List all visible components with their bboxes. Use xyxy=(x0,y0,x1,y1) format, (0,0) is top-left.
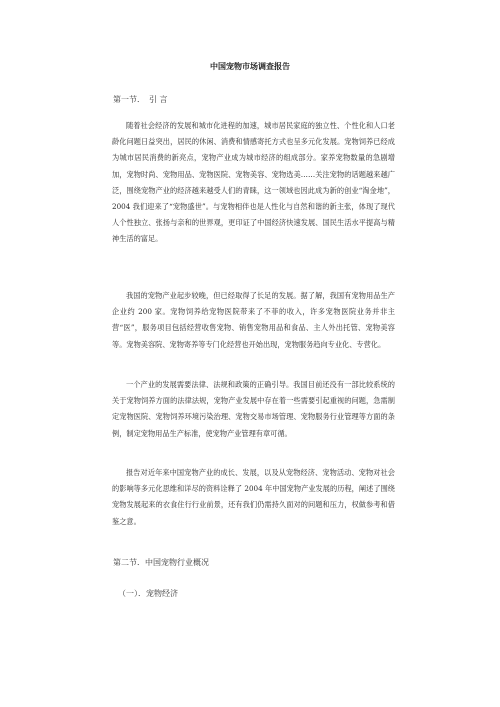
document-title: 中国宠物市场调查报告 xyxy=(210,62,290,71)
paragraph-3: 一个产业的发展需要法律、法规和政策的正确引导。我国目前还没有一部比较系统的关于宠物饲养方面的法律法规，宠物产业发展中存在着一些需要引起重视的问题，急需制定宠物医院、宠物饲养环境污染治理、宠物交易市场管理、宠物服务行业管理等方面的条例，制定宠物用品生产标准，使宠物产业管理有章可循。 xyxy=(112,380,395,438)
subsection-heading-pet-economy: （一）．宠物经济 xyxy=(118,589,178,598)
paragraph-2: 我国的宠物产业起步较晚，但已经取得了长足的发展。据了解，我国有宠物用品生产企业约 200 家。宠物饲养给宠物医院带来了不菲的收入，许多宠物医院业务并非主营“医”，服务项目包括经营收售宠物、销售宠物用品和食品、主人外出托管、宠物美容等。宠物美容院、宠物寄养等专门化经营也开始出现，宠物服务趋向专业化、专营化。 xyxy=(112,291,395,349)
paragraph-1: 随着社会经济的发展和城市化进程的加速，城市居民家庭的独立性、个性化和人口老龄化问题日益突出，居民的休闲、消费和情感寄托方式也呈多元化发展。宠物饲养已经成为城市居民消费的新亮点，宠物产业成为城市经济的组成部分。家养宠物数量的急剧增加，宠物时尚、宠物用品、宠物医院、宠物美容、宠物选美……关注宠物的话题越来越广泛，围绕宠物产业的经济越来越受人们的青睐，这一领域也因此成为新的创业“淘金地”，2004 我们迎来了“宠物盛世”。与宠物相伴也是人性化与自然和谐的新主张，体现了现代人个性独立、张扬与亲和的世界观，更印证了中国经济快速发展、国民生活水平提高与精神生活的富足。 xyxy=(112,121,395,244)
section-heading-industry-overview: 第二节．中国宠物行业概况 xyxy=(113,558,209,567)
paragraph-4: 报告对近年来中国宠物产业的成长、发展，以及从宠物经济、宠物活动、宠物对社会的影响等多元化思维和详尽的资料诠释了 2004 年中国宠物产业发展的历程，阐述了围绕宠物发展起来的衣食住行行业前景，还有我们仍需持久面对的问题和压力，权做参考和借鉴之意。 xyxy=(112,468,395,526)
section-heading-introduction: 第一节． 引 言 xyxy=(113,95,168,104)
